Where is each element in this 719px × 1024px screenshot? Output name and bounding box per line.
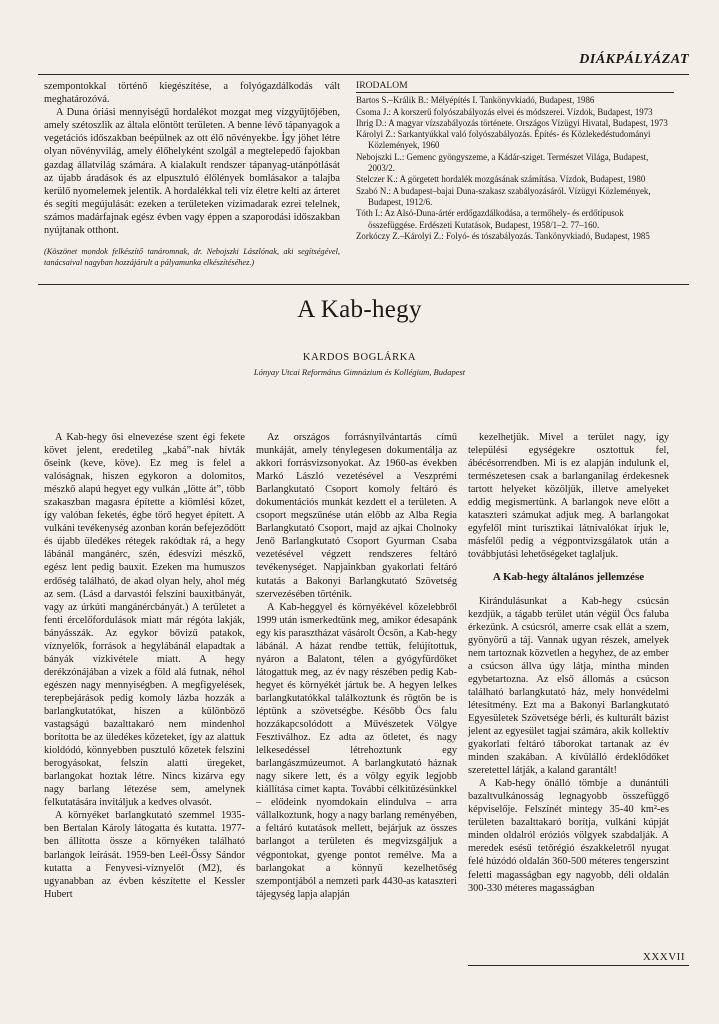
header-rule bbox=[38, 74, 689, 75]
reference-item: Zorkóczy Z.–Károlyi Z.: Folyó- és tószabályozás. Tankönyvkiadó, Budapest, 1985 bbox=[356, 230, 650, 241]
paragraph: A környéket barlangkutató szemmel 1935-ben Bertalan Károly látogatta és kutatta. 1977-ben állította össze a környéken található barlangok leírását. 1959-ben Leél-Őssy Sándor kutatta a Fenyvesi-víznyelőt (M2), és ugyanabban az évben készítette el Kessler Hubert bbox=[44, 810, 245, 900]
reference-item: Stelczer K.: A görgetett hordalék mozgásának számítása. Vízdok, Budapest, 1980 bbox=[356, 174, 646, 185]
paragraph: szempontokkal történő kiegészítése, a folyógazdálkodás vált meghatározóvá. bbox=[44, 81, 340, 106]
paragraph: Az országos forrásnyilvántartás című munkáját, amely ténylegesen dokumentálja az akkori forrásvizsonyokat. Az 1960-as években Markó László vezetésével a Veszprémi Barlangkutató Csoport komoly feltáró és dokumentációs munkát kezdett el a területen. A csoport megszűnése után előbb az Alba Regia Barlangkutató Csoport, majd az ajkai Cholnoky Jenő Barlangkutató Csoport Gyurman Csaba vezetésével végzett rendszeres feltáró tevékenységet. Napjainkban gyakorlati feltáró kutatás a Bakonyi Barlangkutató Szövetség szervezésében történik. bbox=[256, 432, 457, 600]
reference-item: Tóth I.: Az Alsó-Duna-ártér erdőgazdálkodása, a termőhely- és erdőtípusok összefüggése. Erdészeti Kutatások, Budapest, 1958/1–2. 77–160. bbox=[356, 208, 624, 230]
paragraph: A Kab-hegy ősi elnevezése szent égi fekete követ jelent, eredetileg „kabá”-nak hívták őseink (keve, köve). Ez meg is felel a valóságnak, hiszen egykoron a dolomitos, mészkő alapú hegyet egy vulkán „lötte át”, több szakaszban magasra építette a kiömlési kőzet, így valóban feketés, égbe törő hegyet épített. A vulkáni tevékenység azonban korán befejeződött és újabb üledékes rétegek rakódtak rá, a hegy lábánál mangánérc, szén, édesvízi mészkő, egész lent pedig bauxit. Ezeken ma humuszos erdőség található, de akad olyan hely, ahol még az sem. (Lásd a darvastói felszíni bauxitbányát, vagy az úrkúti mangánércbányát.) A területet a fenti ércelőfordulások miatt már régóta lakják, bányásszák. Az egykor bővizű patakok, víznyelők, források a hegylábánál elapadtak a bányák vízkivétele miatt. A hegy derékzónájában a vizek a föld alá futnak, néhol egészen nagy mennyiségben. A megfigyelések, terepbejárások pedig komoly lázba hozzák a barlangkutatókat, hiszen a különböző vastagságú bazalttakaró nem mindenhol borította be az üledékes kőzeteket, így az alattuk kioldódó, könnyebben pusztuló kőzetek felszíni berogyásokat, felszín alatti üregeket, barlangokat hoztak létre. Nincs kizárva egy nagy barlang létezése sem, amelynek felkutatására invitáljuk a kedves olvasót. bbox=[44, 432, 245, 809]
acknowledgement: (Köszönet mondok felkészítő tanáromnak, dr. Nebojszki Lászlónak, aki segítségével, tanácsaival nagyban hozzájárult a pályamunka elkészítéséhez.) bbox=[44, 247, 340, 268]
section-subheading: A Kab-hegy általános jellemzése bbox=[492, 571, 645, 584]
references-title: IRODALOM bbox=[356, 80, 674, 93]
running-head: DIÁKPÁLYÁZAT bbox=[579, 52, 689, 67]
reference-item: Ihrig D.: A magyar vízszabályozás története. Országos Vízügyi Hivatal, Budapest, 1973 bbox=[356, 117, 668, 128]
footer-rule bbox=[468, 965, 689, 966]
reference-item: Nebojszki L.: Gemenc gyöngyszeme, a Kádár-sziget. Természet Világa, Budapest, 2003/2. bbox=[356, 151, 649, 174]
reference-item: Bartos S.–Králik B.: Mélyépítés I. Tankönyvkiadó, Budapest, 1986 bbox=[356, 95, 595, 106]
text-column-1 bbox=[44, 431, 245, 901]
paragraph: A Kab-hegy önálló tömbje a dunántúli bazaltvulkánosság legnagyobb összefüggő képviselője. Felszínét mintegy 35-40 km²-es területen bazalttakaró borítja, vulkáni kúpját minden oldalról eróziós völgyek szabdalják. A meredek esésű tetőrégió északkeletről nyugat felé húzódó oldalán 360-500 méteres tengerszint feletti magasságban egy nagyobb, déli oldalán 300-330 méteres magasságban bbox=[468, 778, 669, 894]
article-author: KARDOS BOGLÁRKA bbox=[302, 352, 417, 363]
paragraph: Kirándulásunkat a Kab-hegy csúcsán kezdjük, a tágabb terület után végül Öcs faluba érkezünk. A csúcsról, amerre csak ellát a szem, gyönyörű a táj. Vannak ugyan részek, amelyek nem tartoznak közvetlen a hegyhez, de az ember a csúcson állva úgy látja, mintha minden egybetartozna. Az első állomás a csúcson található barlangkutató ház, mely honvédelmi létesítmény. Ezt ma a Bakonyi Barlangkutató Egyesületek Szövetsége bérli, és kulturált bázist jelent az egyesület tagjai számára, akik kollektív gyakorlati feltáró táborokat tartanak az év minden szakában. A kívülálló érdeklődőket szeretettel látják, a kaland garantált! bbox=[468, 595, 669, 777]
previous-article-ending bbox=[44, 80, 340, 268]
paragraph: A Kab-heggyel és környékével közelebbről 1999 után ismerkedtünk meg, amikor édesapánk egy kis parasztházat vásárolt Öcsön, a Kab-hegy lábánál. A házat rendbe tettük, felújítottuk, nyáron a Balatont, télen a gyógyfürdőket látogattuk meg, az év nagy részében pedig Kab-hegyet és környékét jártuk be. A hegyen lelkes barlangkutatókkal találkoztunk és rögtön be is léptünk a szövetségbe. Később Öcs falu hozzákapcsolódott a Művészetek Völgye Fesztiválhoz. Ez adta az ötletet, és nagy lelkesedéssel létrehoztunk egy barlangászmúzeumot. A barlangkutató háznak nagy sikere lett, és a völgy egyik legjobb kiállítása címet kapta. További célkitűzésünkkel – elődeink nyomdokain elindulva – arra vállalkoztunk, hogy a nagy barlang reményében, a feltáró kutatások mellett, bejárjuk az összes barlangot a területen és megvizsgáljuk a végpontokat, gyenge pontot remélve. Ma a barlangokat a könnyű kezelhetőség szempontjából a nemzeti park 4430-as kataszteri tájegység lapja alapján bbox=[256, 601, 457, 900]
author-affiliation: Lónyay Utcai Református Gimnázium és Kollégium, Budapest bbox=[253, 367, 466, 377]
reference-item: Szabó N.: A budapest–bajai Duna-szakasz szabályozásáról. Vízügyi Közlemények, Budapest, 1912/6. bbox=[356, 185, 651, 207]
page-number: XXXVII bbox=[642, 951, 685, 963]
article-title: A Kab-hegy bbox=[297, 296, 422, 323]
paragraph: A Duna óriási mennyiségű hordalékot mozgat meg vízgyűjtőjében, amely szétoszlik az általa elöntött területen. A benne lévő tápanyagok a vegetációs időszakban beépülnek az ott élő növényekbe. Így jöhet létre olyan növényvilág, amely élőhelyként szolgál a megtelepedő fajokban gazdag állatvilág számára. A kialakult rendszer tápanyag-utánpótlását az újabb áradások és az elpusztuló élőlények bomlásakor a talajba kerülő nyomelemek jelentik. A hordalékkal teli víz életre kelti az árteret és segíti megújulását: ezeken a területeken vízimadarak ezrei telelnek, számos madárfajnak egész évben vagy éppen a szaporodási időszakban nyújtanak otthont. bbox=[44, 107, 340, 237]
references bbox=[356, 80, 674, 242]
section-rule bbox=[38, 284, 689, 285]
reference-item: Károlyi Z.: Sarkantyúkkal való folyószabályozás. Építés- és Közlekedéstudományi Közlemények, 1960 bbox=[356, 129, 651, 151]
reference-item: Csoma J.: A korszerű folyószabályozás elvei és módszerei. Vízdok, Budapest, 1973 bbox=[356, 106, 653, 117]
paragraph: kezelhetjük. Mivel a terület nagy, így települési egységekre osztottuk fel, ábécésorrendben. Mi is ez alapján indulunk el, természetesen csak a barlanganilag érdekesnek tartott helyeket közöljük, illetve amelyeket eddig megismertünk. A barlangok neve előtt a kataszteri számukat adjuk meg. A barlangokat egyfelől mint turisztikai látnivalókat írjuk le, másfelől pedig a végpontvizsgálatok után a továbbjutási lehetőségeket taglaljuk. bbox=[468, 432, 669, 561]
text-column-3 bbox=[468, 431, 669, 895]
text-column-2 bbox=[256, 431, 457, 901]
